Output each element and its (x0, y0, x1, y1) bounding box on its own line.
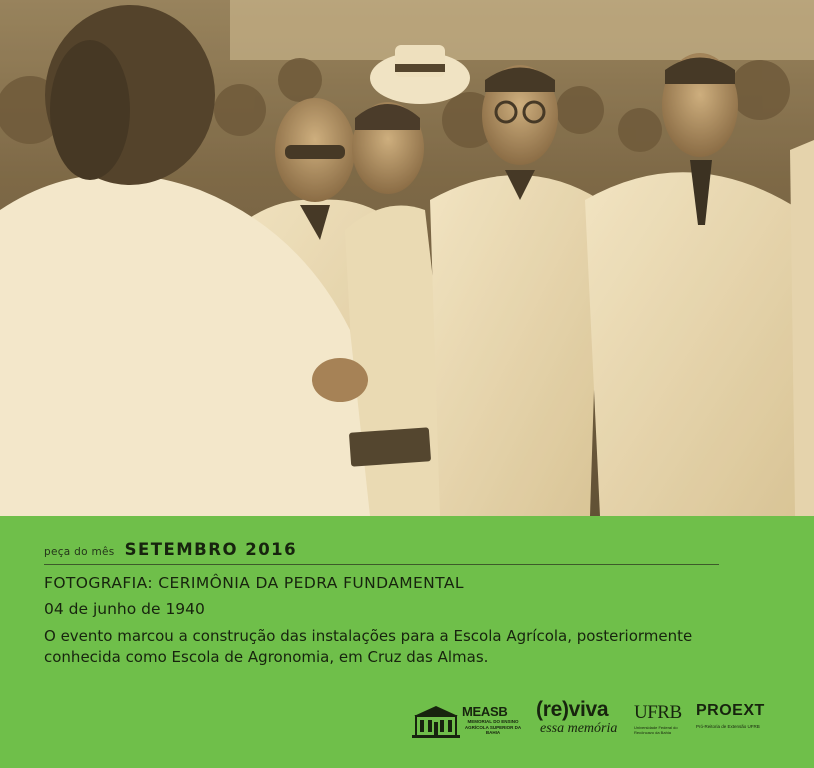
proext-name: PROEXT (696, 702, 765, 719)
building-icon (412, 704, 460, 738)
item-date: 04 de junho de 1940 (44, 600, 205, 618)
piece-of-month-label: peça do mês (44, 546, 115, 558)
proext-subtitle: Pró-Reitoria de Extensão UFRB (696, 724, 760, 729)
ufrb-logo (634, 702, 694, 742)
item-description: O evento marcou a construção das instalações para a Escola Agrícola, posteriormente conhecida como Escola de Agronomia, em Cruz das Almas. (44, 627, 693, 666)
item-title: FOTOGRAFIA: CERIMÔNIA DA PEDRA FUNDAMENTAL (44, 574, 464, 592)
measb-subtitle: MEMORIAL DO ENSINO AGRÍCOLA SUPERIOR DA BAHIA (464, 719, 522, 735)
caption-panel (0, 516, 814, 768)
proext-logo (696, 702, 782, 742)
divider (44, 564, 719, 565)
reviva-subtitle: essa memória (540, 721, 618, 736)
ufrb-subtitle: Universidade Federal do Recôncavo da Bahia (634, 725, 678, 735)
logo-strip (412, 698, 782, 742)
ufrb-name: UFRB (634, 702, 682, 723)
measb-logo (412, 702, 524, 742)
reviva-name: (re)viva (536, 698, 609, 721)
piece-of-month-header (44, 540, 297, 559)
reviva-logo (536, 698, 636, 742)
measb-name: MEASB (462, 704, 508, 719)
month-title: SETEMBRO 2016 (124, 540, 298, 559)
